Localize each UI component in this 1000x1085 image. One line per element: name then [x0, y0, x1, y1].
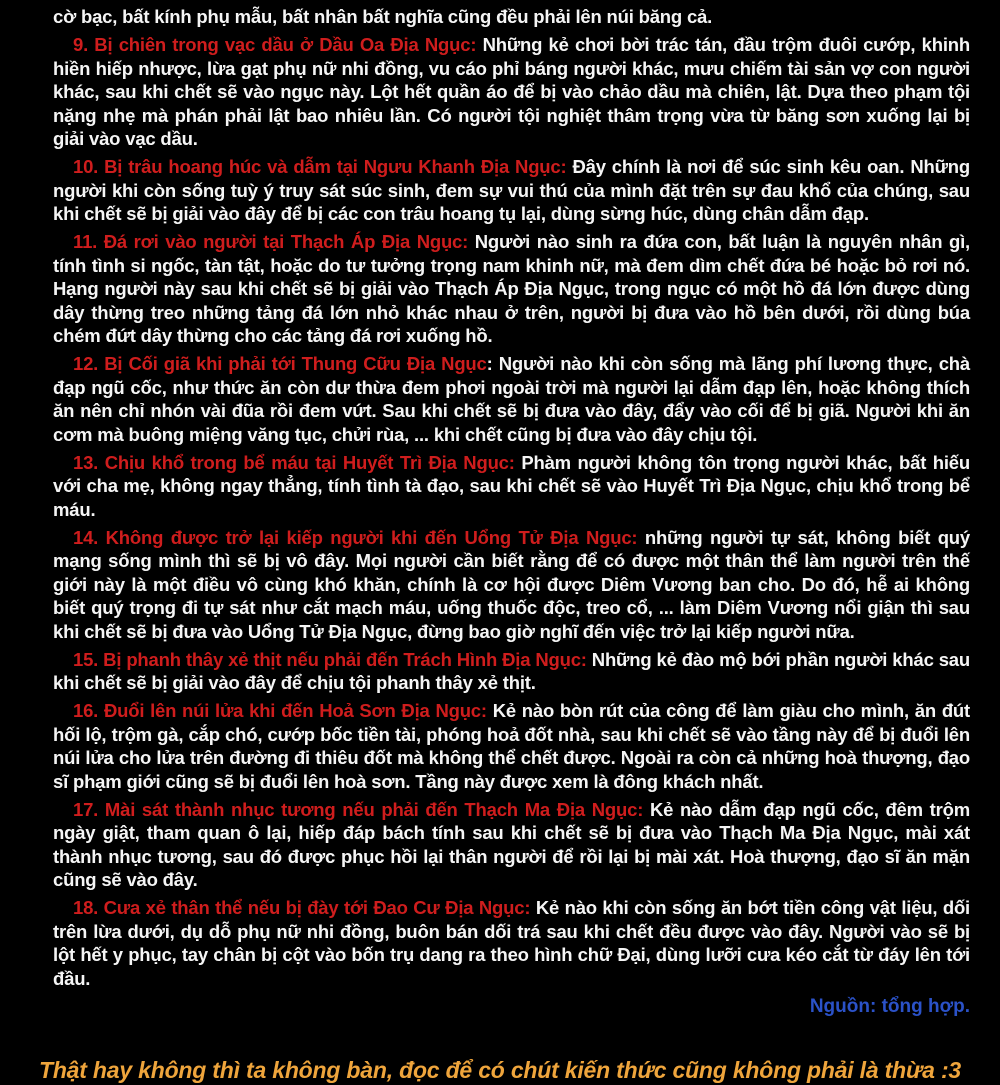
paragraph-item-15	[53, 648, 970, 695]
item-text: những người tự sát, không biết quý mạng sống mình thì sẽ bị vô đây. Mọi người cần biết rằng để có được một thân thể làm người trên thế giới này là một điều vô cùng khó khăn, chính là cơ hội được Diêm Vương ban cho. Do đó, hễ ai không biết quý trọng đi tự sát như cắt mạch máu, uống thuốc độc, treo cổ, ... làm Diêm Vương nổi giận thì sau khi chết sẽ bị đưa vào Uổng Tử Địa Ngục, đừng bao giờ nghĩ đến việc trở lại kiếp người nữa.	[53, 526, 970, 642]
item-text: Đây chính là nơi để súc sinh kêu oan. Những người khi còn sống tuỳ ý truy sát súc sinh, đem sự vui thú của mình đặt trên sự đau khổ của chúng, sau khi chết sẽ bị giải vào đây để bị các con trâu hoang tụ lại, dùng sừng húc, dùng chân dẫm đạp.	[53, 156, 970, 224]
item-heading: 11. Đá rơi vào người tại Thạch Áp Địa Ngục:	[73, 231, 469, 252]
item-text: Phàm người không tôn trọng người khác, bất hiếu với cha mẹ, không ngay thẳng, tính tình tà đạo, sau khi chết sẽ vào Huyết Trì Địa Ngục, chịu khổ trong bể máu.	[53, 451, 970, 520]
paragraph-item-16	[53, 699, 970, 793]
source-credit: Nguồn: tổng hợp.	[809, 995, 970, 1017]
item-text: : Người nào khi còn sống mà lãng phí lương thực, chà đạp ngũ cốc, như thức ăn còn dư thừa đem phơi ngoài trời mà người lại dẫm đạp lên, hoặc không thích ăn nên chỉ nhón vài đũa rồi đem vứt. Sau khi chết sẽ bị đưa vào đây, đẩy vào cối để bị giã. Người khi ăn cơm mà buông miệng văng tục, chửi rùa, ... khi chết cũng bị đưa vào đây chịu tội.	[53, 353, 970, 445]
paragraph-item-11	[53, 230, 970, 348]
item-heading: 14. Không được trở lại kiếp người khi đến Uổng Tử Địa Ngục:	[73, 526, 638, 548]
paragraph-item-12	[53, 352, 970, 446]
item-heading: 17. Mài sát thành nhục tương nếu phải đến Thạch Ma Địa Ngục:	[73, 798, 644, 820]
item-text: Những kẻ chơi bời trác tán, đầu trộm đuôi cướp, khinh hiền hiếp nhược, lừa gạt phụ nữ nhi đồng, vu cáo phỉ báng người khác, mưu chiếm tài sản vợ con người khác, sau khi chết sẽ vào ngục này. Lột hết quần áo để bị vào chảo dầu mà chiên, lật. Dựa theo phạm tội nặng nhẹ mà phán phải lật bao nhiêu lần. Có người tội nghiệt thâm trọng vừa từ băng sơn xuống lại bị giải vào vạc dầu.	[53, 34, 970, 149]
item-text: Người nào sinh ra đứa con, bất luận là nguyên nhân gì, tính tình si ngốc, tàn tật, hoặc do tư tưởng trọng nam khinh nữ, mà đem dìm chết đứa bé hoặc bỏ rơi nó. Hạng người này sau khi chết sẽ bị giải vào Thạch Áp Địa Ngục, trong ngục có một hồ đá lớn được dùng dây thừng treo những tảng đá lớn nhỏ khác nhau ở trên, người bị đưa vào hồ bên dưới, rồi dùng búa chém đứt dây thừng cho các tảng đá rơi xuống hồ.	[53, 231, 970, 346]
paragraph-item-13	[53, 451, 970, 522]
item-heading: 15. Bị phanh thây xẻ thịt nếu phải đến Trách Hình Địa Ngục:	[73, 648, 587, 670]
paragraph-item-10	[53, 155, 970, 226]
paragraph-item-17	[53, 798, 970, 892]
article-body	[53, 5, 970, 990]
item-heading: 18. Cưa xẻ thân thể nếu bị đày tới Đao Cư Địa Ngục:	[73, 897, 531, 918]
item-heading: 13. Chịu khổ trong bể máu tại Huyết Trì Địa Ngục:	[73, 451, 515, 473]
item-heading: 16. Đuổi lên núi lửa khi đến Hoả Sơn Địa Ngục:	[73, 700, 487, 721]
paragraph-intro-continuation	[53, 5, 970, 29]
item-text: Kẻ nào khi còn sống ăn bớt tiền công vật liệu, dối trên lừa dưới, dụ dỗ phụ nữ nhi đồng, buôn bán dối trá sau khi chết đều được vào đây. Người vào sẽ bị lột hết y phục, tay chân bị cột vào bốn trụ dang ra theo hình chữ Đại, dùng lưỡi cưa kéo cắt từ đáy lên tới đầu.	[53, 897, 970, 989]
footer-note: Thật hay không thì ta không bàn, đọc để có chút kiến thức cũng không phải là thừa :3	[38, 1057, 962, 1083]
item-text: Những kẻ đào mộ bới phần người khác sau khi chết sẽ bị giải vào đây để chịu tội phanh thây xẻ thịt.	[53, 648, 970, 693]
item-text: cờ bạc, bất kính phụ mẫu, bất nhân bất nghĩa cũng đều phải lên núi băng cả.	[53, 6, 713, 27]
item-heading: 9. Bị chiên trong vạc dầu ở Dầu Oa Địa Ngục:	[73, 34, 477, 55]
paragraph-item-18	[53, 896, 970, 990]
paragraph-item-14	[53, 526, 970, 644]
item-text: Kẻ nào bòn rút của công để làm giàu cho mình, ăn đút hối lộ, trộm gà, cắp chó, cướp bốc tiền tài, phóng hoả đốt nhà, sau khi chết sẽ vào tầng này để bị đuổi lên núi lửa cho lửa trên đường đi thiêu đốt mà không thể chết được. Ngoài ra còn cả những hoà thượng, đạo sĩ phạm giới cũng sẽ bị đuổi lên hoà sơn. Tầng này được xem là đông khách nhất.	[53, 700, 970, 792]
item-heading: 12. Bị Cối giã khi phải tới Thung Cữu Địa Ngục	[73, 353, 487, 374]
item-text: Kẻ nào dẫm đạp ngũ cốc, đêm trộm ngày giật, tham quan ô lại, hiếp đáp bách tính sau khi chết sẽ bị đưa vào Thạch Ma Địa Ngục, mài xát thành nhục tương, sau đó được phục hồi lại thân người để rồi lại bị mài xát. Hoà thượng, đạo sĩ ăn mặn cũng sẽ vào đây.	[53, 798, 970, 890]
item-heading: 10. Bị trâu hoang húc và dẫm tại Ngưu Khanh Địa Ngục:	[73, 156, 567, 177]
paragraph-item-9	[53, 33, 970, 151]
